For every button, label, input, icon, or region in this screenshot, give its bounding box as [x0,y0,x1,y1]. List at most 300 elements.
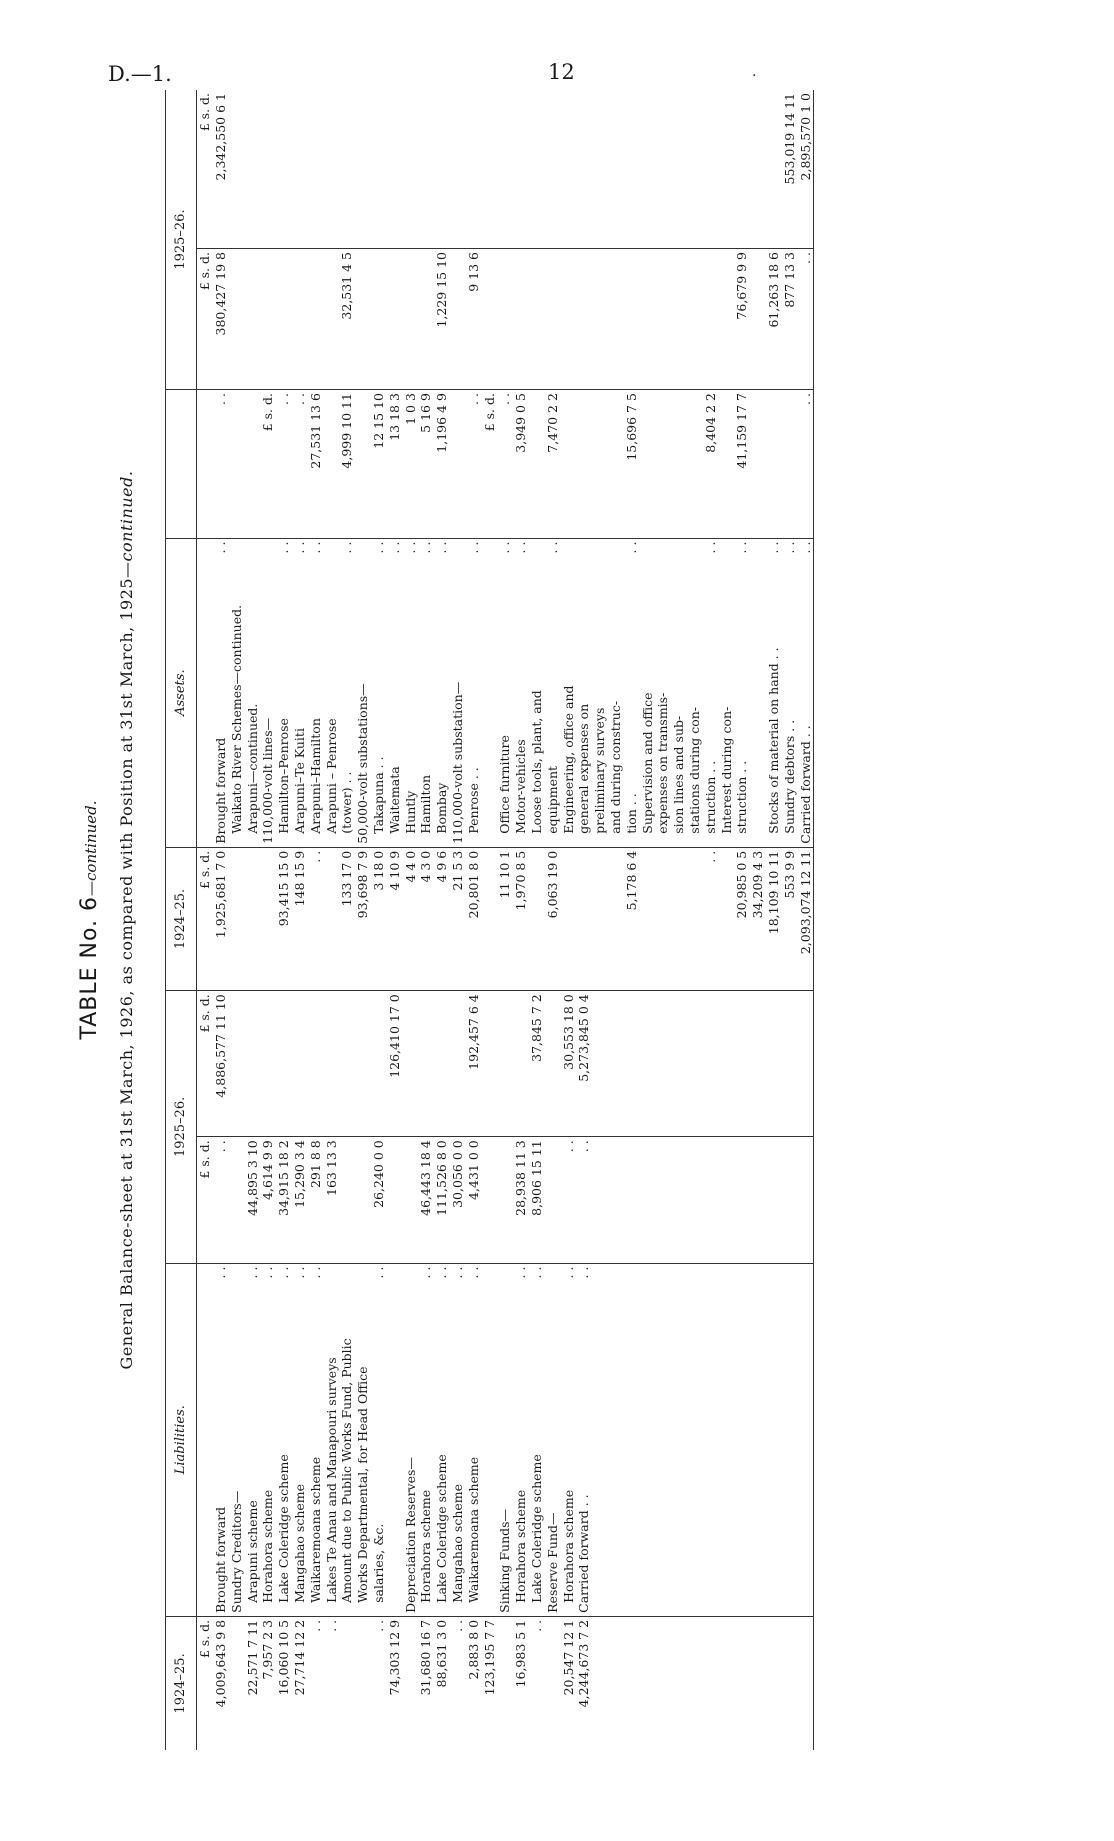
asset-label-dots: . . [702,541,718,554]
liab-label-text: Waikaremoana scheme [307,1456,323,1603]
liab-label-text: Mangahao scheme [292,1483,308,1603]
liab-label [482,1267,498,1613]
liab-label-dots [339,1267,355,1271]
asset-prev-value [260,851,276,988]
filler-row [798,1267,814,1613]
liab-label-text: Lake Coleridge scheme [276,1454,292,1603]
asset-label-text: Waitemata [386,766,402,834]
asset-cur-item-value [703,252,719,386]
asset-label-dots: . . [307,541,323,554]
liab-label-text: salaries, &c. [371,1523,387,1603]
asset-label-text: Bombay [434,782,450,834]
asset-item-value [576,393,592,535]
filler-row [592,1140,608,1259]
asset-item-value: 41,159 17 7 [734,393,750,469]
asset-total-value: 2,895,570 1 0 [797,93,813,181]
asset-label [466,542,482,844]
filler-row [608,1140,624,1259]
asset-item-value [355,393,371,535]
filler-row [687,1267,703,1613]
liab-prev-value: 16,983 5 1 [513,1619,529,1688]
liab-label [324,1267,340,1613]
asset-label-dots [245,542,261,546]
liab-label-dots [545,1267,561,1271]
asset-total-value [324,93,340,245]
filler-row [640,1267,656,1613]
col-asset-prev: 1924–25. [166,847,197,991]
liab-prev-value: 88,631 3 0 [434,1619,450,1688]
liab-total-value: 4,886,577 11 10 [213,994,229,1098]
liab-label-dots: . . [292,1266,308,1279]
liab-label-dots: . . [465,1266,481,1279]
asset-total-value [766,93,782,245]
asset-total-value [450,93,466,245]
liab-prev-value: 2,883 8 0 [465,1619,481,1680]
liab-label [355,1267,371,1613]
asset-cur-item-value [576,252,592,386]
filler-row [592,1620,608,1747]
filler-row [719,1140,735,1259]
filler-row [687,994,703,1133]
filler-row [798,994,814,1133]
asset-prev-value: 2,093,074 12 11 [797,850,813,955]
liab-total-value [371,994,387,1133]
asset-label-text: stations during con- [686,707,702,834]
asset-total-value [229,93,245,245]
liab-item-value: 28,938 11 3 [513,1140,529,1216]
asset-cur-item-value [529,252,545,386]
asset-total-value [719,93,735,245]
asset-label [324,542,340,844]
liab-label-column [197,1263,814,1616]
asset-cur-item-value [245,252,261,386]
asset-label-text: Carried forward . . [797,725,813,844]
liab-label [387,1267,403,1613]
asset-cur-item-value [624,252,640,386]
filler-row [766,1140,782,1259]
asset-label [766,542,782,844]
liab-item-value: 111,526 8 0 [434,1140,450,1216]
liab-label-dots [324,1267,340,1271]
asset-label [529,542,545,844]
liab-total-value: 37,845 7 2 [528,994,544,1062]
liab-total-value [513,994,529,1133]
liab-label-dots [403,1267,419,1271]
balance-sheet-table [165,90,814,1750]
liab-label [529,1267,545,1613]
asset-label-dots: . . [781,541,797,554]
asset-total-value [276,93,292,245]
liab-item-value: . . [576,1140,592,1153]
asset-total-value [671,93,687,245]
asset-item-value: 1,196 4 9 [434,393,450,453]
header-row [166,90,197,1750]
asset-item-value [245,393,261,535]
asset-total-value [640,93,656,245]
table-title-suffix: —continued. [82,800,100,896]
asset-prev-value [687,851,703,988]
asset-cur-item-value [324,252,340,386]
asset-item-value [561,393,577,535]
asset-label-text: struction . . [702,760,718,834]
filler-row [750,1267,766,1613]
asset-label-text: Arapuni–Te Kuiti [292,728,308,834]
asset-prev-value: 133 17 0 [339,850,355,907]
liab-label-text: Horahora scheme [560,1489,576,1603]
col-asset-cur: 1925–26. [166,90,197,390]
liab-prev-value [339,1620,355,1747]
asset-item-value [782,393,798,535]
liab-label-text: Sundry Creditors— [228,1490,244,1613]
asset-label [703,542,719,844]
asset-prev-value: 148 15 9 [292,850,308,907]
asset-item-value: 5 16 9 [418,393,434,433]
liab-item-value [229,1140,245,1259]
asset-total-value [466,93,482,245]
asset-prev-value: 3 18 0 [371,850,387,891]
asset-cur-item-value [750,252,766,386]
liab-prev-value: 7,957 2 3 [260,1619,276,1680]
asset-label [245,542,261,844]
asset-label [671,542,687,844]
liab-label-text: Arapuni scheme [244,1500,260,1603]
liab-label [561,1267,577,1613]
liab-item-value [387,1140,403,1259]
liab-cur-items-column [197,1137,814,1263]
filler-row [671,1140,687,1259]
asset-item-value [324,393,340,535]
asset-items-column [197,390,814,539]
asset-prev-value [640,851,656,988]
asset-label [782,542,798,844]
liab-label [418,1267,434,1613]
filler-row [719,994,735,1133]
asset-prev-value: 34,209 4 3 [750,850,766,919]
asset-total-value [750,93,766,245]
liab-label [371,1267,387,1613]
asset-prev-value: 93,415 15 0 [276,850,292,927]
liab-label-text: Horahora scheme [513,1489,529,1603]
asset-label-dots: . . [276,541,292,554]
liab-label-dots: . . [418,1266,434,1279]
liab-item-value: £ s. d. [197,1140,213,1179]
asset-label [719,542,735,844]
asset-total-value [260,93,276,245]
filler-row [750,994,766,1133]
asset-total-value: £ s. d. [197,93,213,132]
asset-label-dots: . . [765,541,781,554]
table-title-main: TABLE No. 6 [77,895,102,1040]
asset-label [339,542,355,844]
asset-label-dots: . . [465,541,481,554]
asset-label-dots: . . [213,541,229,554]
document-code: D.—1. [108,62,172,86]
asset-total-value [339,93,355,245]
liab-label-text: Horahora scheme [260,1489,276,1603]
liab-label-dots: . . [450,1266,465,1279]
liab-total-value [450,994,466,1133]
filler-row [782,1267,798,1613]
filler-row [719,1267,735,1613]
asset-prev-value: 1,925,681 7 0 [213,850,229,939]
asset-item-value [592,393,608,535]
liab-total-value [339,994,355,1133]
asset-label-text: Arapuni – Penrose [323,718,339,834]
asset-item-value: 8,404 2 2 [702,393,718,453]
asset-label-text: Huntly [402,790,418,834]
filler-row [687,1140,703,1259]
liab-prev-value: . . [528,1619,544,1632]
liab-prev-value: 4,244,673 7 2 [576,1619,592,1708]
liab-item-value: 34,915 18 2 [276,1140,292,1216]
asset-label-dots [197,542,213,546]
liab-item-value: 163 13 3 [323,1140,339,1196]
asset-label-dots: . . [339,541,355,554]
asset-item-value: 7,470 2 2 [544,393,560,453]
asset-label-text: struction . . [734,760,750,834]
liab-label-dots: . . [434,1266,450,1279]
asset-cur-items-column [197,248,814,389]
asset-cur-item-value: 9 13 6 [465,251,481,292]
filler-row [655,994,671,1133]
liab-item-value [339,1140,355,1259]
liab-label-text: Depreciation Reserves— [402,1457,418,1613]
liab-total-value [260,994,276,1133]
liab-label-text: Mangahao scheme [450,1483,465,1603]
asset-label-text: Supervision and office [639,692,655,834]
asset-label-dots [750,542,766,546]
asset-prev-value: 21 5 3 [450,850,465,891]
liab-label [339,1267,355,1613]
liab-label [403,1267,419,1613]
asset-label-text: equipment [544,765,560,834]
liab-item-value: 15,290 3 4 [292,1140,308,1208]
asset-label-text: Hamilton–Penrose [276,718,292,834]
liab-total-value [308,994,324,1133]
liab-label-text: Carried forward . . [576,1494,592,1613]
page-mark: . [752,64,757,80]
asset-label [545,542,561,844]
liab-total-value [434,994,450,1133]
liab-total-value [482,994,498,1133]
asset-cur-item-value [592,252,608,386]
filler-row [671,994,687,1133]
asset-total-value [561,93,577,245]
asset-item-value: . . [465,393,481,405]
table-title [77,80,102,1760]
liab-total-value: 126,410 17 0 [386,994,402,1078]
liab-prev-value: 20,547 12 1 [560,1619,576,1696]
liab-total-value: 192,457 6 4 [465,994,481,1070]
asset-label-text: Interest during con- [718,706,734,834]
filler-row [703,1267,719,1613]
liab-prev-value: 123,195 7 7 [481,1619,497,1696]
asset-item-value [766,393,782,535]
asset-cur-item-value [545,252,561,386]
filler-row [703,1620,719,1747]
asset-item-value: . . [292,393,308,405]
asset-label [734,542,750,844]
asset-label-dots [719,542,735,546]
filler-row [719,1620,735,1747]
col-liab-prev: 1924–25. [166,1616,197,1750]
liab-prev-value: 22,571 7 11 [244,1619,260,1696]
filler-row [640,1140,656,1259]
asset-cur-totals-column [197,90,814,248]
asset-label-dots: . . [418,541,434,554]
asset-prev-value [561,851,577,988]
asset-item-value [719,393,735,535]
asset-item-value: £ s. d. [260,393,276,432]
liab-prev-value [545,1620,561,1747]
asset-prev-value: 4 4 0 [402,850,418,883]
asset-prev-value [482,851,498,988]
liab-total-value [229,994,245,1133]
liab-prev-value [403,1620,419,1747]
asset-label [387,542,403,844]
asset-prev-column [197,847,814,991]
asset-label-dots: . . [544,541,560,554]
asset-cur-item-value [655,252,671,386]
liab-label-dots: . . [560,1266,576,1279]
asset-cur-item-value: £ s. d. [197,251,213,291]
asset-label [308,542,324,844]
asset-label-text: sion lines and sub- [671,715,687,834]
liab-prev-value: . . [307,1619,323,1632]
asset-item-value [750,393,766,535]
col-liabilities: Liabilities. [166,1263,197,1616]
asset-label-text: Takapuna . . [371,756,387,834]
asset-label [276,542,292,844]
liab-label [545,1267,561,1613]
liab-label [450,1267,466,1613]
asset-label-text: Penrose . . [465,767,481,834]
asset-label-text: general expenses on [576,703,592,834]
asset-cur-item-value [608,252,624,386]
filler-row [608,1620,624,1747]
liab-item-value: 4,431 0 0 [465,1140,481,1200]
asset-label [260,542,276,844]
asset-label [655,542,671,844]
table-body-row [197,90,814,1750]
filler-row [624,1267,640,1613]
liab-item-value: 26,240 0 0 [371,1140,387,1208]
asset-item-value: 13 18 3 [386,393,402,441]
asset-cur-item-value [355,252,371,386]
filler-row [750,1620,766,1747]
liab-label-text [197,1271,213,1613]
asset-label [513,542,529,844]
asset-label [371,542,387,844]
asset-label-dots: . . [797,541,813,554]
liab-label-text [387,1271,403,1613]
asset-total-value: 553,019 14 11 [781,93,797,185]
liab-label-text: Brought forward [213,1506,229,1613]
asset-label-text: Arapuni–Hamilton [307,718,323,834]
filler-row [798,1140,814,1259]
asset-label-dots [229,542,245,546]
liab-item-value [482,1140,498,1259]
liab-item-value: . . [560,1140,576,1153]
asset-label [213,542,229,844]
asset-cur-item-value [482,252,498,386]
asset-label [434,542,450,844]
asset-prev-value: 5,178 6 4 [623,850,639,911]
asset-item-value [197,393,213,535]
col-liab-cur: 1925–26. [166,991,197,1263]
asset-label-dots [687,542,703,546]
liab-item-value: 44,895 3 10 [244,1140,260,1216]
asset-label-text: Stocks of material on hand . . [765,647,781,834]
filler-row [734,1140,750,1259]
asset-label [640,542,656,844]
filler-row [750,1140,766,1259]
asset-total-value [624,93,640,245]
liab-prev-value: 27,714 12 2 [292,1619,308,1696]
asset-label-dots: . . [734,541,750,554]
asset-cur-item-value: 32,531 4 5 [339,251,355,320]
liab-label-text: Works Departmental, for Head Office [355,1366,371,1603]
asset-cur-item-value: 61,263 18 6 [765,251,781,328]
asset-prev-value: 4 9 6 [434,850,450,883]
filler-row [624,1140,640,1259]
asset-item-value: 1 0 3 [402,393,418,425]
asset-prev-value: 11 10 1 [497,850,513,899]
asset-label-text: Hamilton [418,774,434,834]
liab-total-value [403,994,419,1133]
asset-item-value: 4,999 10 11 [339,393,355,469]
liab-label [497,1267,513,1613]
asset-total-value [608,93,624,245]
asset-prev-value: 20,985 0 5 [734,850,750,919]
asset-total-value [434,93,450,245]
asset-label [229,542,245,844]
liab-label-dots: . . [276,1266,292,1279]
asset-item-value: . . [497,393,513,405]
liab-label-dots: . . [528,1266,544,1279]
asset-item-value [640,393,656,535]
filler-row [671,1620,687,1747]
asset-label [592,542,608,844]
asset-prev-value [592,851,608,988]
asset-label-dots [640,542,656,546]
liab-label [245,1267,261,1613]
asset-label-dots: . . [497,541,513,554]
filler-row [687,1620,703,1747]
asset-total-value [592,93,608,245]
asset-cur-item-value [418,252,434,386]
filler-row [734,994,750,1133]
asset-label-text: 110,000-volt lines— [260,717,276,844]
asset-total-value [576,93,592,245]
asset-label-dots: . . [434,541,450,554]
asset-prev-value: 20,801 8 0 [465,850,481,919]
asset-total-value [371,93,387,245]
liab-total-value: 30,553 18 0 [560,994,576,1070]
filler-row [655,1267,671,1613]
asset-item-value: 27,531 13 6 [307,393,323,469]
liab-total-value [276,994,292,1133]
asset-label-dots [355,542,371,546]
liab-prev-value: £ s. d. [197,1619,213,1659]
liab-label [229,1267,245,1613]
asset-cur-item-value [387,252,403,386]
asset-label [497,542,513,844]
asset-prev-value: . . [307,850,323,863]
liab-label-text [482,1271,498,1613]
asset-label-text: (tower) . . [339,771,355,834]
liab-prev-value [355,1620,371,1747]
